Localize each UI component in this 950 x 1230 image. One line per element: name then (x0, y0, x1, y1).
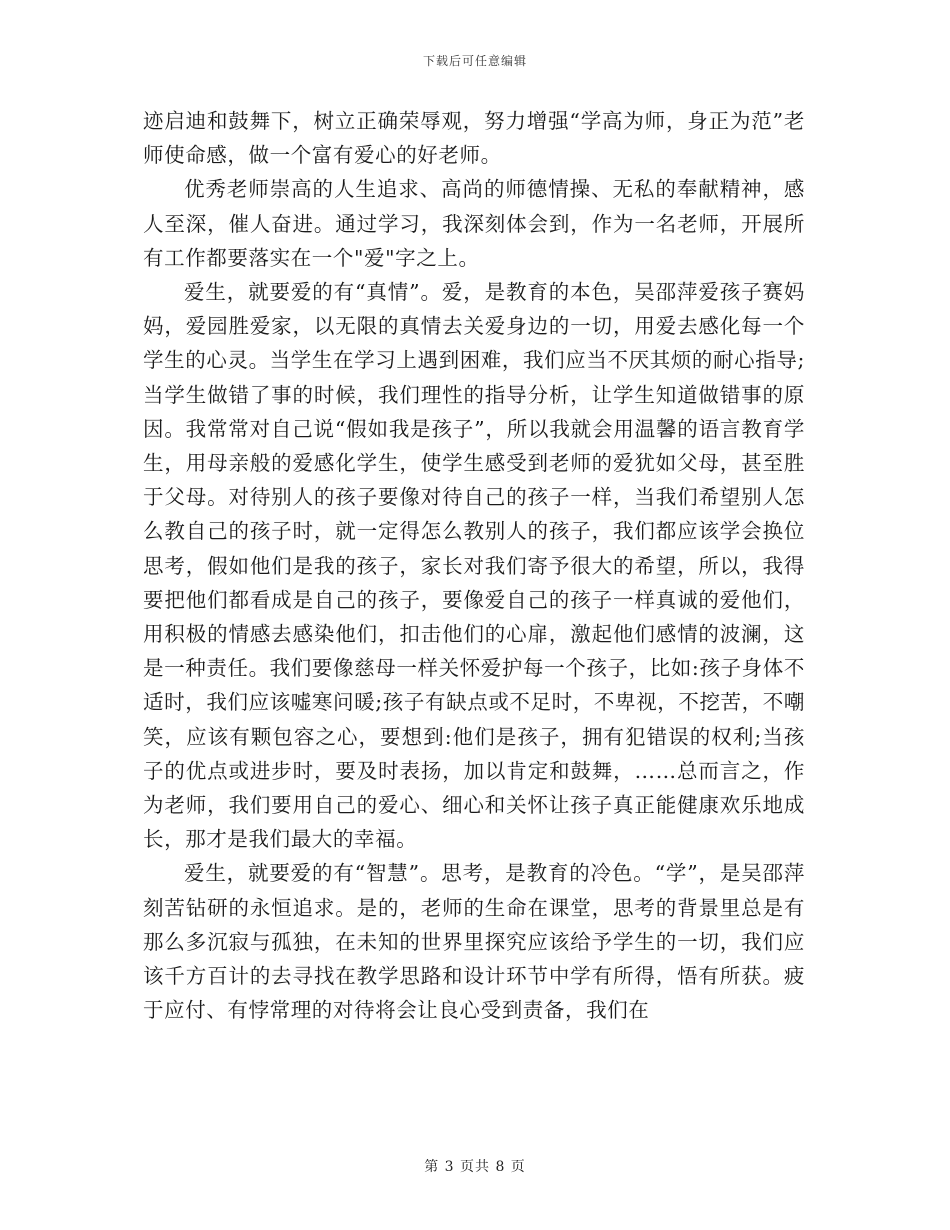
page-header: 下载后可任意编辑 (422, 54, 527, 68)
paragraph-1: 迹启迪和鼓舞下，树立正确荣辱观，努力增强“学高为师，身正为范”老师使命感，做一个富有爱心的好老师。 (143, 109, 805, 168)
paragraph-3: 爱生，就要爱的有“真情”。爱，是教育的本色，吴邵萍爱孩子赛妈妈，爱园胜爱家，以无限的真情去关爱身边的一切，用爱去感化每一个学生的心灵。当学生在学习上遇到困难，我们应当不厌其烦的耐心指导;当学生做错了事的时候，我们理性的指导分析，让学生知道做错事的原因。我常常对自己说“假如我是孩子”，所以我就会用温馨的语言教育学生，用母亲般的爱感化学生，使学生感受到老师的爱犹如父母，甚至胜于父母。对待别人的孩子要像对待自己的孩子一样，当我们希望别人怎么教自己的孩子时，就一定得怎么教别人的孩子，我们都应该学会换位思考，假如他们是我的孩子，家长对我们寄予很大的希望，所以，我得要把他们都看成是自己的孩子，要像爱自己的孩子一样真诚的爱他们，用积极的情感去感染他们，扣击他们的心扉，激起他们感情的波澜，这是一种责任。我们要像慈母一样关怀爱护每一个孩子，比如:孩子身体不适时，我们应该嘘寒问暖;孩子有缺点或不足时，不卑视，不挖苦，不嘲笑，应该有颗包容之心，要想到:他们是孩子，拥有犯错误的权利;当孩子的优点或进步时，要及时表扬，加以肯定和鼓舞，……总而言之，作为老师，我们要用自己的爱心、细心和关怀让孩子真正能健康欢乐地成长，那才是我们最大的幸福。 (143, 280, 805, 852)
page-footer: 第 3 页共 8 页 (424, 1159, 526, 1175)
paragraph-4: 爱生，就要爱的有“智慧”。思考，是教育的冷色。“学”，是吴邵萍刻苦钻研的永恒追求。是的，老师的生命在课堂，思考的背景里总是有那么多沉寂与孤独，在未知的世界里探究应该给予学生的一切，我们应该千方百计的去寻找在教学思路和设计环节中学有所得，悟有所获。疲于应付、有悖常理的对待将会让良心受到责备，我们在 (143, 861, 805, 1023)
document-body (143, 104, 805, 1027)
paragraph-2: 优秀老师崇高的人生追求、高尚的师德情操、无私的奉献精神，感人至深，催人奋进。通过学习，我深刻体会到，作为一名老师，开展所有工作都要落实在一个"爱"字之上。 (143, 177, 805, 270)
